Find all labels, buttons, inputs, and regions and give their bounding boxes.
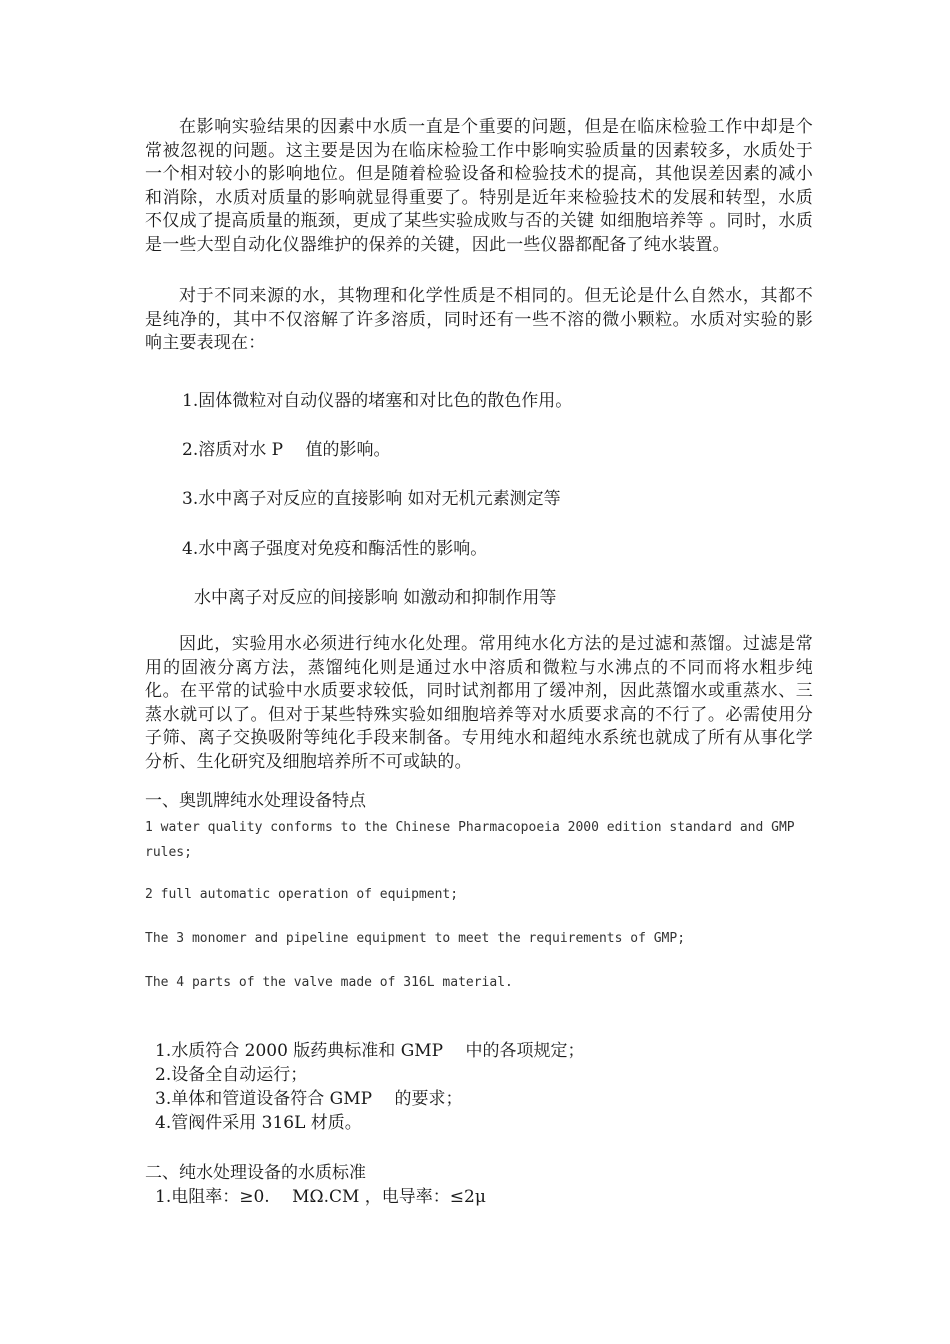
chinese-feature-4: 4.管阀件采用 316L 材质。 [155,1113,362,1133]
english-feature-1: 1 water quality conforms to the Chinese Pharmacopoeia 2000 edition standard and GMP rules; [145,820,795,860]
effect-item-3: 3.水中离子对反应的直接影响 如对无机元素测定等 [182,489,561,509]
effect-item-4: 4.水中离子强度对免疫和酶活性的影响。 [182,539,488,559]
section-1-heading: 一、奥凯牌纯水处理设备特点 [145,791,366,811]
intro-paragraph-2: 对于不同来源的水，其物理和化学性质是不相同的。但无论是什么自然水，其都不是纯净的，其中不仅溶解了许多溶质，同时还有一些不溶的微小颗粒。水质对实验的影响主要表现在： [145,286,813,353]
english-feature-4: The 4 parts of the valve made of 316L material. [145,975,513,990]
effect-item-5: 水中离子对反应的间接影响 如激动和抑制作用等 [194,588,557,608]
conclusion-paragraph: 因此，实验用水必须进行纯水化处理。常用纯水化方法的是过滤和蒸馏。过滤是常用的固液分离方法，蒸馏纯化则是通过水中溶质和微粒与水沸点的不同而将水粗步纯化。在平常的试验中水质要求较低，同时试剂都用了缓冲剂，因此蒸馏水或重蒸水、三蒸水就可以了。但对于某些特殊实验如细胞培养等对水质要求高的不行了。必需使用分子筛、离子交换吸附等纯化手段来制备。专用纯水和超纯水系统也就成了所有从事化学分析、生化研究及细胞培养所不可或缺的。 [145,634,813,772]
section-2-heading: 二、纯水处理设备的水质标准 [145,1163,366,1183]
english-feature-3: The 3 monomer and pipeline equipment to meet the requirements of GMP; [145,931,686,946]
english-feature-2: 2 full automatic operation of equipment; [145,887,459,902]
effect-item-1: 1.固体微粒对自动仪器的堵塞和对比色的散色作用。 [182,391,573,411]
chinese-feature-3: 3.单体和管道设备符合 GMP 的要求； [155,1089,463,1109]
water-standard-line: 1.电阻率：≥0. MΩ.CM ，电导率：≤2μ [155,1187,486,1207]
effect-item-2: 2.溶质对水 P 值的影响。 [182,440,391,460]
chinese-feature-2: 2.设备全自动运行； [155,1065,308,1085]
intro-paragraph-1: 在影响实验结果的因素中水质一直是个重要的问题，但是在临床检验工作中却是个常被忽视的问题。这主要是因为在临床检验工作中影响实验质量的因素较多，水质处于一个相对较小的影响地位。但是随着检验设备和检验技术的提高，其他误差因素的减小和消除，水质对质量的影响就显得重要了。特别是近年来检验技术的发展和转型，水质不仅成了提高质量的瓶颈，更成了某些实验成败与否的关键 如细胞培养等 。同时，水质是一些大型自动化仪器维护的保养的关键，因此一些仪器都配备了纯水装置。 [145,117,813,255]
chinese-feature-1: 1.水质符合 2000 版药典标准和 GMP 中的各项规定； [155,1041,585,1061]
